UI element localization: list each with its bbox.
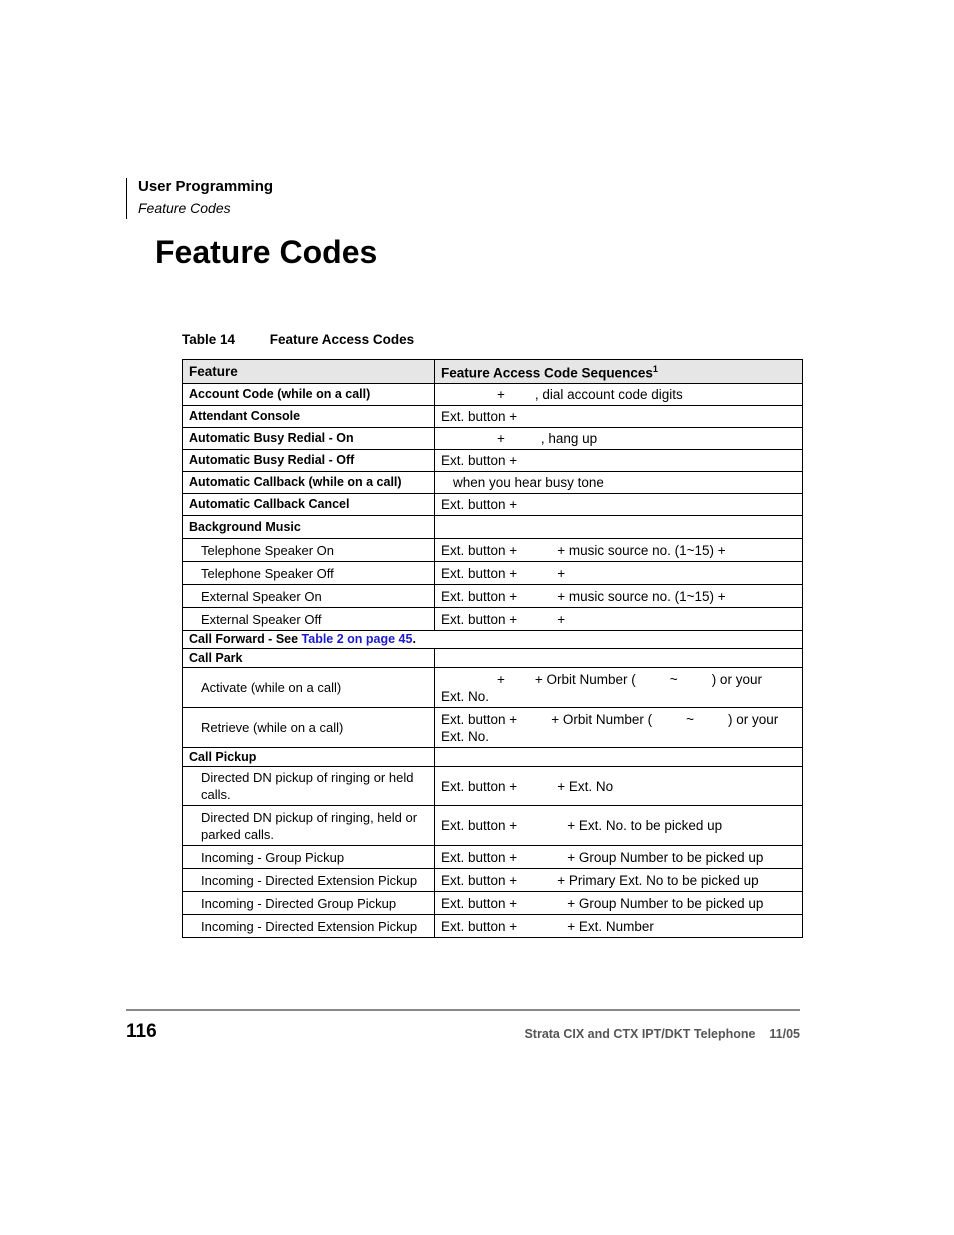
feature-cell: Directed DN pickup of ringing, held or parked calls. — [183, 806, 435, 846]
sequence-part: + Group Number to be picked up — [567, 849, 764, 865]
sequence-cell — [435, 915, 803, 938]
sequence-part: Ext. button + — [441, 849, 518, 865]
table-row — [183, 846, 803, 869]
table-row — [183, 649, 803, 668]
feature-cell: Incoming - Group Pickup — [183, 846, 435, 869]
sequence-part: Ext. button + — [441, 711, 518, 727]
feature-cell: Incoming - Directed Extension Pickup — [183, 915, 435, 938]
sequence-cell — [435, 748, 803, 767]
sequence-cell — [435, 585, 803, 608]
sequence-cell — [435, 806, 803, 846]
column-header-sequences — [435, 360, 803, 384]
sequence-part: Ext. button + — [441, 588, 518, 604]
sequence-part: Ext. button + — [441, 542, 518, 558]
sequence-cell — [435, 562, 803, 585]
sequence-cell — [435, 539, 803, 562]
sequence-cell — [435, 767, 803, 806]
table-row — [183, 384, 803, 406]
sequence-cell — [435, 869, 803, 892]
sequence-part: ) or your — [711, 671, 762, 687]
sequence-part: Ext. button + — [441, 872, 518, 888]
table-row — [183, 450, 803, 472]
sequence-cell — [435, 708, 803, 748]
sequence-part: when you hear busy tone — [453, 475, 604, 490]
sequence-part: + — [557, 565, 566, 581]
sequence-part: Ext. button + — [441, 778, 518, 794]
table-row — [183, 631, 803, 649]
footer-rule — [126, 1009, 800, 1011]
feature-cell: Retrieve (while on a call) — [183, 708, 435, 748]
feature-cell: Automatic Busy Redial - Off — [183, 450, 435, 472]
sequence-part: + Ext. No. to be picked up — [567, 818, 723, 833]
table-row — [183, 516, 803, 539]
sequence-part: , hang up — [540, 431, 598, 446]
sequence-part: ~ — [686, 711, 694, 727]
running-header-section: User Programming — [138, 178, 274, 195]
column-header-sequences-label: Feature Access Code Sequences — [441, 365, 653, 381]
table-row — [183, 892, 803, 915]
feature-cell: Automatic Callback (while on a call) — [183, 472, 435, 494]
table-title: Feature Access Codes — [269, 332, 415, 347]
sequence-cell — [435, 428, 803, 450]
feature-cell: Incoming - Directed Extension Pickup — [183, 869, 435, 892]
sequence-part: ~ — [669, 671, 678, 687]
table-row — [183, 472, 803, 494]
table-row — [183, 869, 803, 892]
sequence-part: + — [497, 671, 505, 687]
sequence-cell: Ext. button + — [435, 406, 803, 428]
feature-cell: Activate (while on a call) — [183, 668, 435, 708]
table-row — [183, 915, 803, 938]
table-row — [183, 585, 803, 608]
footer-date: 11/05 — [769, 1027, 800, 1041]
sequence-part: Ext. button + — [441, 818, 518, 833]
table-caption — [182, 332, 414, 347]
sequence-cell — [435, 668, 803, 708]
sequence-part: Ext. No. — [441, 688, 490, 704]
sequence-part: + Ext. No — [557, 778, 614, 794]
footer-doc-name: Strata CIX and CTX IPT/DKT Telephone — [524, 1027, 756, 1041]
feature-cell: Automatic Busy Redial - On — [183, 428, 435, 450]
table-2-link[interactable]: Table 2 on page 45 — [301, 632, 413, 646]
sequence-part: Ext. No. — [441, 728, 490, 744]
table-row — [183, 406, 803, 428]
header-rule — [126, 178, 127, 219]
sequence-part: Ext. button + — [441, 918, 518, 934]
table-row — [183, 494, 803, 516]
table-row — [183, 539, 803, 562]
feature-cell: Telephone Speaker Off — [183, 562, 435, 585]
feature-cell: External Speaker Off — [183, 608, 435, 631]
sequence-cell — [435, 846, 803, 869]
table-row — [183, 708, 803, 748]
feature-cell — [183, 631, 803, 649]
sequence-cell — [435, 516, 803, 539]
sequence-part: ) or your — [727, 711, 779, 727]
column-header-feature: Feature — [183, 360, 435, 384]
feature-cell: Directed DN pickup of ringing or held calls. — [183, 767, 435, 806]
sequence-cell — [435, 384, 803, 406]
table-row — [183, 428, 803, 450]
sequence-part: , dial account code digits — [534, 387, 683, 402]
sequence-cell: Ext. button + — [435, 450, 803, 472]
sequence-cell — [435, 472, 803, 494]
sequence-part: + Group Number to be picked up — [567, 895, 764, 911]
call-forward-label: Call Forward - See — [189, 632, 302, 646]
table-header-row — [183, 360, 803, 384]
table-row — [183, 748, 803, 767]
sequence-part: + music source no. (1~15) + — [557, 588, 726, 604]
feature-access-codes-table — [182, 359, 803, 938]
sequence-part: + music source no. (1~15) + — [557, 542, 726, 558]
page-title: Feature Codes — [155, 234, 378, 270]
feature-cell: Call Pickup — [183, 748, 435, 767]
running-header-subsection: Feature Codes — [138, 200, 231, 216]
sequence-part: + Orbit Number ( — [534, 671, 636, 687]
feature-cell: Incoming - Directed Group Pickup — [183, 892, 435, 915]
footer-document-title — [524, 1027, 800, 1041]
table-row — [183, 668, 803, 708]
table-row — [183, 608, 803, 631]
call-forward-period: . — [412, 632, 416, 646]
feature-cell: Account Code (while on a call) — [183, 384, 435, 406]
sequence-part: Ext. button + — [441, 611, 518, 627]
footnote-marker: 1 — [652, 364, 658, 375]
sequence-cell: Ext. button + — [435, 494, 803, 516]
sequence-part: + Primary Ext. No to be picked up — [557, 872, 759, 888]
sequence-part: + Orbit Number ( — [551, 711, 653, 727]
sequence-part: + — [497, 431, 505, 446]
feature-cell: External Speaker On — [183, 585, 435, 608]
table-row — [183, 767, 803, 806]
sequence-part: Ext. button + — [441, 895, 518, 911]
sequence-part: Ext. button + — [441, 565, 518, 581]
page-number: 116 — [126, 1021, 157, 1042]
sequence-part: + Ext. Number — [567, 918, 654, 934]
table-number: Table 14 — [182, 332, 236, 347]
feature-cell: Background Music — [183, 516, 435, 539]
sequence-part: + — [557, 611, 566, 627]
feature-cell: Attendant Console — [183, 406, 435, 428]
table-row — [183, 806, 803, 846]
feature-cell: Call Park — [183, 649, 435, 668]
sequence-cell — [435, 649, 803, 668]
sequence-cell — [435, 608, 803, 631]
sequence-cell — [435, 892, 803, 915]
table-row — [183, 562, 803, 585]
sequence-part: + — [497, 387, 505, 402]
feature-cell: Automatic Callback Cancel — [183, 494, 435, 516]
feature-cell: Telephone Speaker On — [183, 539, 435, 562]
